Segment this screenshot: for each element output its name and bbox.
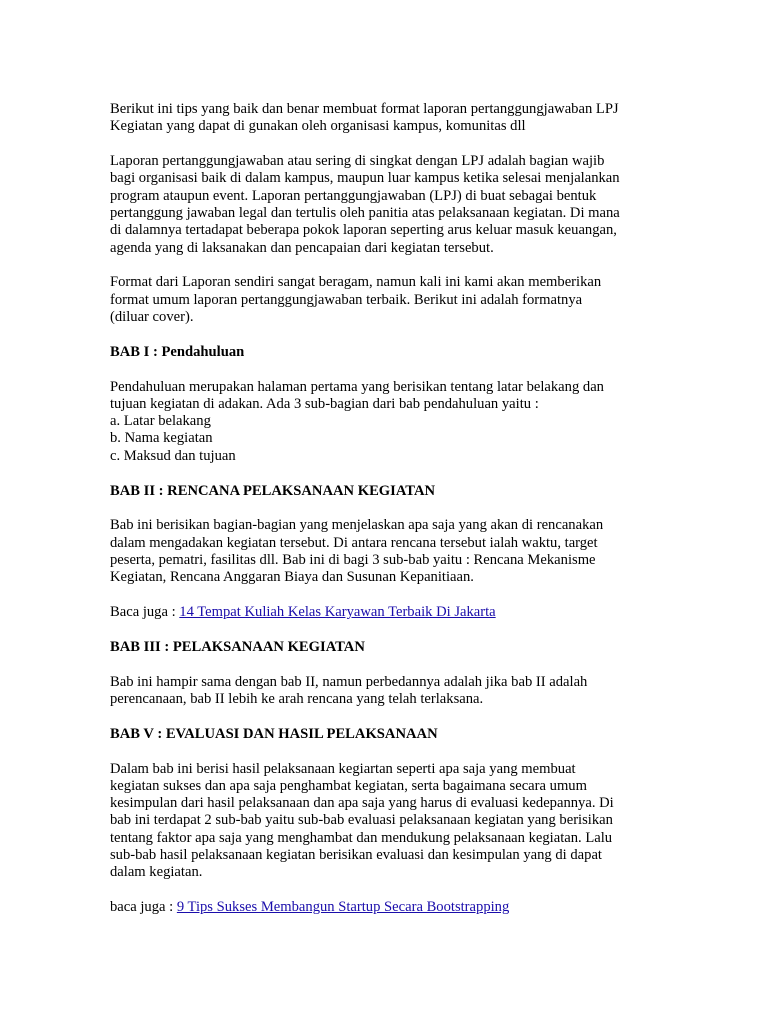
bab3-heading: BAB III : PELAKSANAAN KEGIATAN bbox=[110, 638, 365, 655]
read-also-2 bbox=[110, 899, 655, 916]
read-also-2-prefix: baca juga : bbox=[110, 899, 177, 916]
read-also-1-prefix: Baca juga : bbox=[110, 604, 180, 621]
read-also-1 bbox=[110, 604, 655, 621]
bab1-heading: BAB I : Pendahuluan bbox=[110, 343, 245, 360]
bab3-body: Bab ini hampir sama dengan bab II, namun perbedannya adalah jika bab II adalah perencanaan, bab II lebih ke arah rencana yang telah terlaksana. bbox=[110, 673, 588, 707]
bab2-body: Bab ini berisikan bagian-bagian yang menjelaskan apa saja yang akan di rencanakan dalam mengadakan kegiatan tersebut. Di antara rencana tersebut ialah waktu, target peserta, pematri, fasilitas dll. Bab ini di bagi 3 sub-bab yaitu : Rencana Mekanisme Kegiatan, Rencana Anggaran Biaya dan Susunan Kepanitiaan. bbox=[110, 517, 604, 586]
document-body bbox=[110, 101, 655, 934]
bab5-heading: BAB V : EVALUASI DAN HASIL PELAKSANAAN bbox=[110, 725, 438, 742]
read-also-2-link[interactable]: 9 Tips Sukses Membangun Startup Secara Bootstrapping bbox=[176, 899, 510, 916]
intro-paragraph: Berikut ini tips yang baik dan benar membuat format laporan pertanggungjawaban LPJ Kegiatan yang dapat di gunakan oleh organisasi kampus, komunitas dll bbox=[110, 101, 619, 135]
read-also-1-link[interactable]: 14 Tempat Kuliah Kelas Karyawan Terbaik Di Jakarta bbox=[179, 604, 496, 621]
bab1-body: Pendahuluan merupakan halaman pertama yang berisikan tentang latar belakang dan tujuan kegiatan di adakan. Ada 3 sub-bagian dari bab pendahuluan yaitu : a. Latar belakang b. Nama kegiatan c. Maksud dan tujuan bbox=[110, 378, 604, 464]
bab5-body: Dalam bab ini berisi hasil pelaksanaan kegiartan seperti apa saja yang membuat kegiatan sukses dan apa saja penghambat kegiatan, serta bagaimana secara umum kesimpulan dari hasil pelaksanaan dan apa saja yang harus di evaluasi kedepannya. Di bab ini terdapat 2 sub-bab yaitu sub-bab evaluasi pelaksanaan kegiatan yang berisikan tentang faktor apa saja yang menghambat dan mendukung pelaksanaan kegiatan. Lalu sub-bab hasil pelaksanaan kegiatan berisikan evaluasi dan kesimpulan yang di dapat dalam kegiatan. bbox=[110, 760, 614, 881]
definition-paragraph: Laporan pertanggungjawaban atau sering di singkat dengan LPJ adalah bagian wajib bagi organisasi baik di dalam kampus, maupun luar kampus ketika selesai menjalankan program ataupun event. Laporan pertanggungjawaban (LPJ) di buat sebagai bentuk pertanggung jawaban legal dan tertulis oleh panitia atas pelaksanaan kegiatan. Di mana di dalamnya tertadapat beberapa pokok laporan seperting arus keluar masuk keuangan, agenda yang di laksanakan dan pencapaian dari kegiatan tersebut. bbox=[110, 153, 620, 256]
format-intro-paragraph: Format dari Laporan sendiri sangat beragam, namun kali ini kami akan memberikan format umum laporan pertanggungjawaban terbaik. Berikut ini adalah formatnya (diluar cover). bbox=[110, 274, 602, 325]
bab2-heading: BAB II : RENCANA PELAKSANAAN KEGIATAN bbox=[110, 482, 436, 499]
